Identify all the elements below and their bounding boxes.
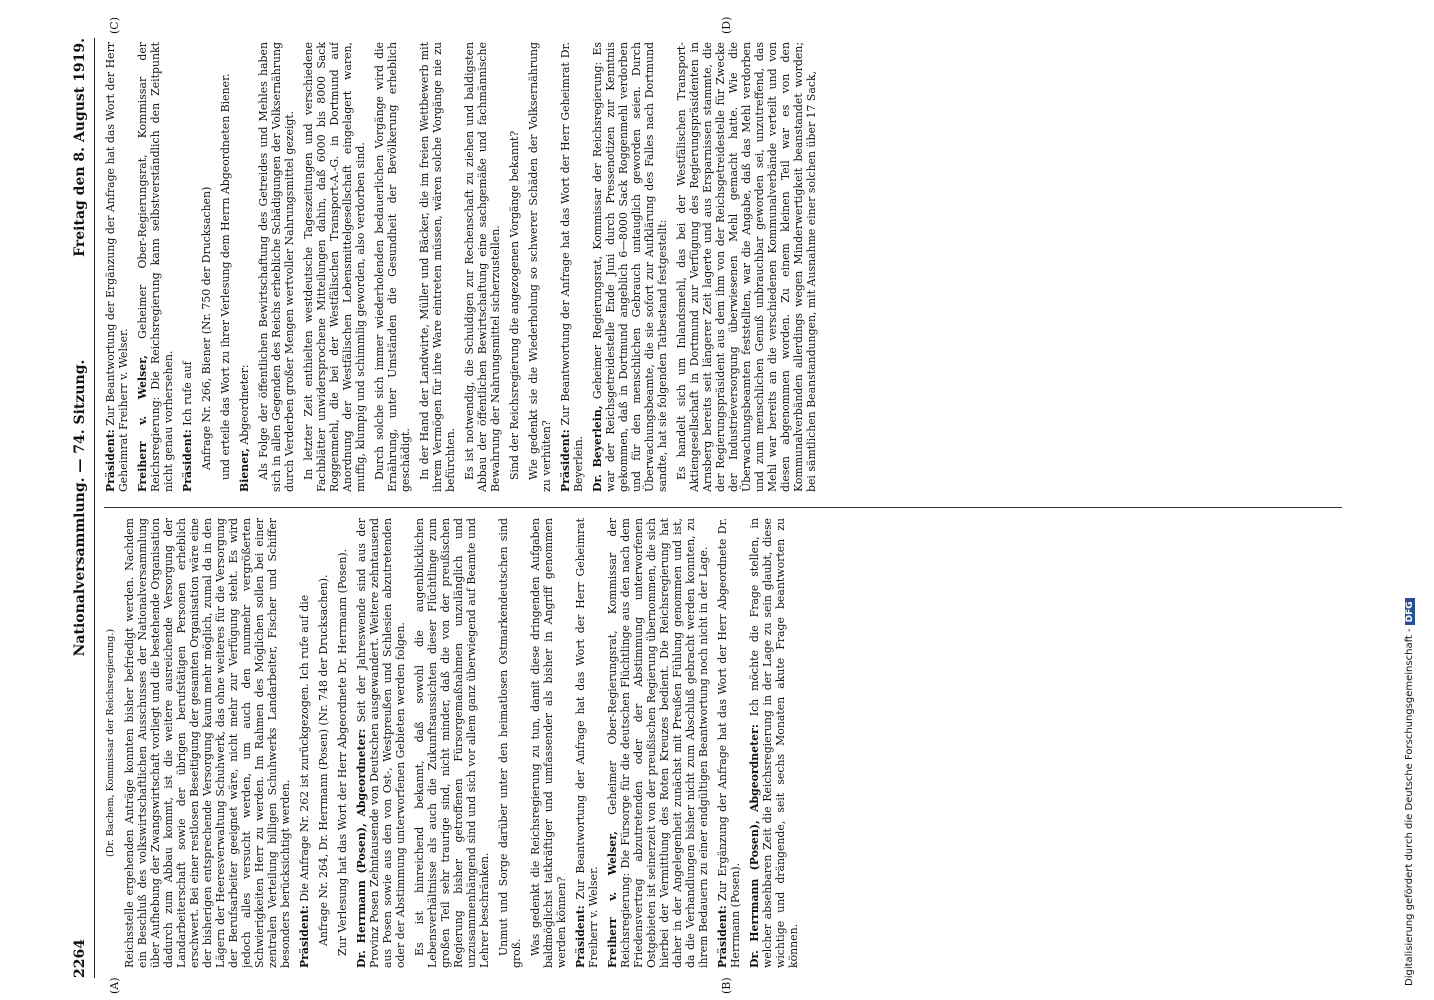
paragraph-text: In der Hand der Landwirte, Müller und Bäcker, die im freien Wettbewerb mit ihrem Vermögen für ihre Ware eintreten müssen, wären solche Vorgänge nie zu befürchten.: [418, 42, 457, 492]
paragraph-text: Wie gedenkt sie die Wiederholung so schwerer Schäden der Volksernährung zu verhüten?: [527, 42, 553, 492]
paragraph-text: Reichsstelle ergehenden Anträge konnten bisher befriedigt werden. Nachdem ein Beschluß des volkswirtschaftlichen Ausschusses der Nationalversammlung über Aufhebung der Zwangswirtschaft vorliegt und die bestehende Organisation dadurch zum Abbau kommt, ist die weitere ausreichende Versorgung der Landarbeiterschaft sowie der übrigen berufstätigen Personen erheblich erschwert. Bei einer restlosen Beseitigung der gesamten Organisation wäre eine der bisherigen entsprechende Versorgung kaum mehr möglich, zumal da in den Lägern der Heeresverwaltung Schuhwerk, das ohne weiteres für die Versorgung der Berufsarbeiter geeignet wäre, nicht mehr zur Verfügung steht. Es wird jedoch alles versucht werden, um auch den nunmehr vergrößerten Schwierigkeiten Herr zu werden. Im Rahmen des Möglichen sollen bei einer zentralen Verteilung billigen Schuhwerks Landarbeiter, Fischer und Schiffer besonders berücksichtigt werden.: [123, 518, 292, 968]
column-divider: [104, 507, 1342, 508]
paragraph: [123, 518, 292, 968]
speaker-name: Präsident:: [716, 905, 729, 968]
paragraph-text: Abgeordneter:: [238, 364, 251, 445]
paragraph: [529, 518, 568, 968]
paragraph-text: Es handelt sich um Inlandsmehl, das bei der Westfälischen Transport-Aktiengesellschaft in Dortmund zur Verfügung des Regierungspräsidenten in Arnsberg bereits seit längerer Zeit lagerte und aus Ersparnissen stammte, die der Regierungspräsident aus dem ihm von der Reichsgetreidestelle für Zwecke der Industrieversorgung überwiesenen Mehl gemacht hatte. Wie die Überwachungsbeamten feststellten, war die Angabe, daß das Mehl verdorben und zum menschlichen Genuß unbrauchbar geworden sei, unzutreffend, das Mehl war bereits an die verschiedenen Kommunalverbände verteilt und von diesen abgenommen worden. Zu einem kleinen Teil war es von den Kommunalverbänden allerdings wegen Minderwertigkeit beanstandet worden; bei sämtlichen Beanstandungen, mit Ausnahme einer solchen über 17 Sack,: [675, 42, 818, 492]
paragraph: [675, 42, 818, 492]
paragraph: [463, 42, 502, 492]
margin-marker-c: (C): [108, 17, 121, 34]
paragraph: [748, 518, 800, 968]
paragraph: [574, 518, 600, 968]
document-sheet: [0, 16, 1350, 994]
speaker-name: Präsident:: [559, 429, 572, 492]
paragraph-text: Die Anfrage Nr. 262 ist zurückgezogen. Ich rufe auf die: [298, 594, 311, 902]
paragraph-text: Zur Beantwortung der Ergänzung der Anfrage hat das Wort der Herr Geheimrat Freiherr v. Welser.: [104, 42, 130, 492]
paragraph-text: Zur Verlesung hat das Wort der Herr Abgeordnete Dr. Herrmann (Posen).: [336, 548, 349, 956]
digitization-credit: [1404, 598, 1415, 986]
speaker-name: Präsident:: [104, 429, 117, 492]
paragraph: [606, 518, 710, 968]
paragraph: [302, 42, 367, 492]
paragraph: [336, 518, 349, 968]
paragraph-text: Als Folge der öffentlichen Bewirtschaftung des Getreides und Mehles haben sich in allen Gegenden des Reichs erhebliche Schädigungen der Volksernährung durch Verderben großer Mengen wertvoller Nahrungsmittel gezeigt.: [257, 42, 296, 492]
margin-marker-d: (D): [720, 16, 733, 34]
credit-text: Digitalisierung gefördert durch die Deutsche Forschungsgemeinschaft -: [1404, 628, 1415, 986]
margin-marker-b: (B): [720, 977, 733, 994]
paragraph: [559, 42, 585, 492]
session-date: Freitag den 8. August 1919.: [72, 38, 88, 257]
paragraph: [104, 518, 117, 968]
right-column: [104, 42, 1342, 492]
paragraph-text: Geheimer Ober-Regierungsrat, Kommissar der Reichsregierung: Die Fürsorge für die deutschen Flüchtlinge aus den nach dem Friedensvertrag abzutretenden oder der Abstimmung unterworfenen Ostgebieten ist seinerzeit von der preußischen Regierung übernommen, die sich hierbei der Vermittlung des Roten Kreuzes bedient. Die Reichsregierung hat daher in der Angelegenheit zunächst mit Preußen Fühlung genommen und ist, da die Verhandlungen bisher nicht zum Abschluß gebracht werden konnten, zu ihrem Bedauern zu einer endgültigen Beantwortung noch nicht in der Lage.: [606, 518, 710, 968]
session-title: Nationalversammlung. — 74. Sitzung.: [72, 359, 88, 657]
paragraph: [591, 42, 669, 492]
paragraph-text: Anfrage Nr. 266, Biener (Nr. 750 der Drucksachen): [200, 186, 213, 470]
paragraph-text: Was gedenkt die Reichsregierung zu tun, damit diese dringenden Aufgaben baldmöglichst tatkräftiger und umfassender als bisher in Angriff genommen werden können?: [529, 518, 568, 968]
speaker-name: Präsident:: [181, 429, 194, 492]
paragraph-text: Seit der Jahreswende sind aus der Provinz Posen Zehntausende von Deutschen ausgewandert. Weitere zehntausend aus Posen sowie aus den von Ost-, Westpreußen und Schlesien abzutretenden oder der Abstimmung unterworfenen Gebieten werden folgen.: [355, 518, 407, 968]
paragraph-text: Es ist notwendig, die Schuldigen zur Rechenschaft zu ziehen und baldigsten Abbau der öffentlichen Bewirtschaftung eine sachgemäße und fachmännische Bewahrung der Nahrungsmittel sicherzustellen.: [463, 42, 502, 492]
page-header: [70, 38, 95, 978]
paragraph: [104, 42, 130, 492]
speaker-name: Biener,: [238, 448, 251, 492]
paragraph-text: Ich rufe auf: [181, 361, 194, 426]
paragraph-text: Anfrage Nr. 264, Dr. Herrmann (Posen) (Nr. 748 der Drucksachen).: [317, 574, 330, 946]
paragraph: [136, 42, 175, 492]
paragraph-text: In letzter Zeit enthielten westdeutsche Tageszeitungen und verschiedene Fachblätter unwidersprochene Mitteilungen dahin, daß 6000 bis 8000 Sack Roggenmehl, die bei der Westfälischen Transport-A.-G. in Dortmund auf Anordnung der Westfälischen Lebensmittelgesellschaft eingelagert waren, muffig, klumpig und schimmlig geworden, also verdorben sind.: [302, 42, 367, 492]
paragraph: [298, 518, 311, 968]
paragraph-text: Zur Beantwortung der Anfrage hat das Wort der Herr Geheimrat Dr. Beyerlein.: [559, 42, 585, 492]
speaker-name: Dr. Herrmann (Posen), Abgeordneter:: [748, 724, 761, 968]
paragraph: [497, 518, 523, 968]
paragraph-text: Geheimer Regierungsrat, Kommissar der Reichsregierung: Es war der Reichsgetreidestelle Ende Juni durch Pressenotizen zur Kenntnis gekommen, daß in Dortmund angeblich 6—8000 Sack Roggenmehl verdorben und für den menschlichen Gebrauch untauglich geworden seien. Durch Überwachungsbeamte, die sie sofort zur Aufklärung des Falles nach Dortmund sandte, hat sie folgenden Tatbestand festgestellt:: [591, 42, 669, 492]
left-column: [104, 518, 1342, 968]
paragraph-text: Geheimer Ober-Regierungsrat, Kommissar der Reichsregierung: Die Reichsregierung kann selbstverständlich den Zeitpunkt nicht genau vorhersehen.: [136, 42, 175, 492]
paragraph-text: (Dr. Bachem, Kommissar der Reichsregierung.): [105, 628, 116, 858]
paragraph: [200, 42, 213, 492]
paragraph: [716, 518, 742, 968]
paragraph-text: Ich möchte die Frage stellen, in welcher absehbaren Zeit die Reichsregierung in der Lage zu sein glaubt, diese wichtige und drängende, seit sechs Monaten akute Frage beantworten zu können.: [748, 518, 800, 968]
speaker-name: Freiherr v. Welser,: [136, 355, 149, 492]
paragraph: [238, 42, 251, 492]
paragraph: [418, 42, 457, 492]
paragraph: [373, 42, 412, 492]
paragraph-text: Zur Ergänzung der Anfrage hat das Wort der Herr Abgeordnete Dr. Herrmann (Posen).: [716, 518, 742, 968]
paragraph: [257, 42, 296, 492]
speaker-name: Freiherr v. Welser,: [606, 831, 619, 968]
paragraph: [181, 42, 194, 492]
paragraph-text: und erteile das Wort zu ihrer Verlesung dem Herrn Abgeordneten Biener.: [219, 73, 232, 480]
paragraph-text: Zur Beantwortung der Anfrage hat das Wort der Herr Geheimrat Freiherr v. Welser.: [574, 518, 600, 968]
dfg-logo: DFG: [1405, 598, 1415, 625]
paragraph: [413, 518, 491, 968]
paragraph: [355, 518, 407, 968]
margin-marker-a: (A): [108, 977, 121, 994]
paragraph-text: Es ist hinreichend bekannt, daß sowohl die augenblicklichen Lebensverhältnisse als auch die Zukunftsaussichten dieser Flüchtlinge zum großen Teil sehr traurige sind, nicht minder, daß die von der preußischen Regierung bisher getroffenen Fürsorgemaßnahmen unzulänglich und unzusammenhängend sind und sich vor allem ganz überwiegend auf Beamte und Lehrer beschränken.: [413, 518, 491, 968]
paragraph: [508, 42, 521, 492]
speaker-name: Dr. Herrmann (Posen), Abgeordneter:: [355, 728, 368, 968]
paragraph-text: Sind der Reichsregierung die angezogenen Vorgänge bekannt?: [508, 130, 521, 480]
page-number: 2264: [72, 939, 88, 978]
speaker-name: Präsident:: [574, 905, 587, 968]
speaker-name: Präsident:: [298, 905, 311, 968]
paragraph: [527, 42, 553, 492]
paragraph-text: Durch solche sich immer wiederholenden bedauerlichen Vorgänge wird die Ernährung, unter Umständen die Gesundheit der Bevölkerung erheblich geschädigt.: [373, 42, 412, 492]
paragraph: [219, 42, 232, 492]
speaker-name: Dr. Beyerlein,: [591, 405, 604, 492]
paragraph-text: Unmut und Sorge darüber unter den heimatlosen Ostmarkendeutschen sind groß.: [497, 518, 523, 968]
paragraph: [317, 518, 330, 968]
